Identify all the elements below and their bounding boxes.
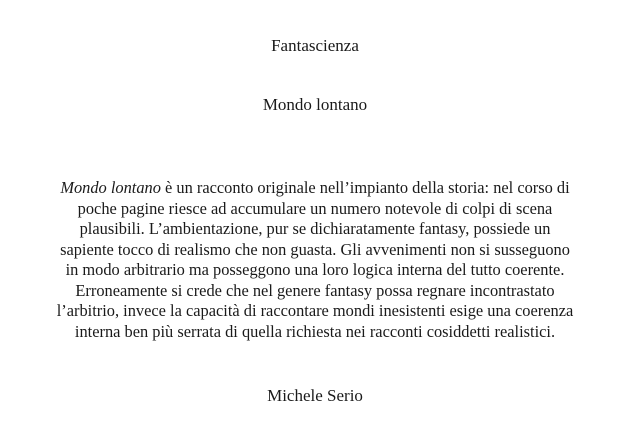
section-heading: Fantascienza <box>271 36 359 55</box>
review-line-text: è un racconto originale nell’impianto della storia: nel corso di <box>160 178 570 197</box>
review-line: sapiente tocco di realismo che non guasta. Gli avvenimenti non si susseguono <box>60 239 570 259</box>
author-signature: Michele Serio <box>267 386 363 405</box>
review-line: plausibili. L’ambientazione, pur se dichiaratamente fantasy, possiede un <box>79 219 551 238</box>
story-title: Mondo lontano <box>262 95 368 114</box>
review-paragraph <box>40 178 590 342</box>
review-line: interna ben più serrata di quella richiesta nei racconti cosiddetti realistici. <box>74 321 556 341</box>
review-line: poche pagine riesce ad accumulare un numero notevole di colpi di scena <box>77 198 553 218</box>
review-title-italic: Mondo lontano <box>60 178 161 197</box>
review-line: l’arbitrio, invece la capacità di raccontare mondi inesistenti esige una coerenza <box>56 301 574 320</box>
review-line: Erroneamente si crede che nel genere fantasy possa regnare incontrastato <box>75 280 555 300</box>
review-line <box>40 178 590 199</box>
review-line: in modo arbitrario ma posseggono una loro logica interna del tutto coerente. <box>65 260 565 279</box>
